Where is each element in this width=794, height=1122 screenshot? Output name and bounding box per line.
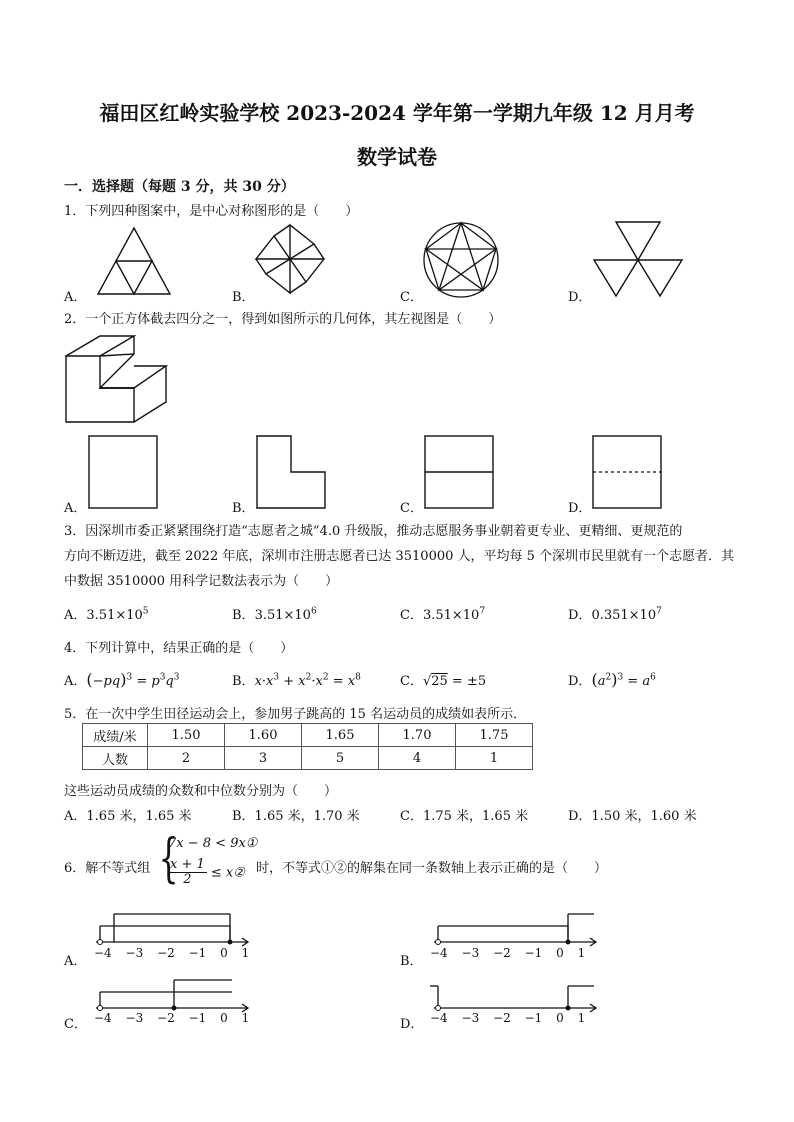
table-cell: 2	[148, 747, 225, 770]
q2-view-d	[592, 435, 662, 509]
q3-option-d: D．$0.351\times 10^7$	[568, 606, 662, 623]
q5-option-c: C．1.75 米，1.65 米	[400, 809, 529, 824]
table-cell: 1	[456, 747, 533, 770]
q5-option-a: A．1.65 米，1.65 米	[64, 809, 192, 824]
q6-ticks-d: −4 −3 −2 −1 0 1	[430, 1011, 586, 1025]
q1-option-b: B．	[232, 290, 255, 305]
q2-stem: 2．一个正方体截去四分之一，得到如图所示的几何体，其左视图是（ ）	[64, 312, 502, 327]
q2-option-b: B．	[232, 501, 255, 516]
table-cell: 1.65	[302, 724, 379, 747]
q4-option-d: D．$(a^2)^3 = a^6$	[568, 670, 656, 689]
q2-solid-figure	[64, 334, 170, 424]
q6-brace: {	[158, 829, 179, 889]
table-cell: 1.50	[148, 724, 225, 747]
q1-option-c: C．	[400, 290, 423, 305]
q6-inequality-1: 7x − 8 < 9x①	[168, 836, 258, 851]
table-cell: 1.75	[456, 724, 533, 747]
table-cell: 4	[379, 747, 456, 770]
table-cell: 人数	[83, 747, 148, 770]
q2-option-c: C．	[400, 501, 423, 516]
page-subtitle: 数学试卷	[357, 145, 437, 169]
q4-option-b: B．$x\cdot x^3 + x^2\cdot x^2 = x^8$	[232, 672, 361, 689]
section-heading: 一．选择题（每题 3 分，共 30 分）	[64, 179, 295, 195]
q1-figure-c	[422, 220, 500, 298]
table-cell: 1.70	[379, 724, 456, 747]
score-table	[82, 723, 533, 770]
table-row	[83, 724, 533, 747]
q2-view-c	[424, 435, 494, 509]
q5-option-b: B．1.65 米，1.70 米	[232, 809, 360, 824]
q3-option-b: B．$3.51\times 10^6$	[232, 606, 317, 623]
page-title: 福田区红岭实验学校 2023-2024 学年第一学期九年级 12 月月考	[99, 101, 695, 125]
q1-option-d: D．	[568, 290, 592, 305]
q6-ticks-a: −4 −3 −2 −1 0 1	[94, 946, 250, 960]
q1-figure-b	[254, 222, 326, 296]
q3-line-2: 方向不断迈进，截至 2022 年底，深圳市注册志愿者已达 3510000 人，平均每 5 个深圳市民里就有一个志愿者．其	[64, 549, 735, 564]
q2-view-a	[88, 435, 158, 509]
table-cell: 3	[225, 747, 302, 770]
q2-option-a: A．	[64, 501, 87, 516]
q6-prefix: 6．解不等式组	[64, 861, 151, 876]
q3-line-1: 3．因深圳市委正紧紧围绕打造“志愿者之城”4.0 升级版，推动志愿服务事业朝着更专业、更精细、更规范的	[64, 524, 683, 539]
q6-inequality-2: $\frac{x + 1}{2}$ ≤ x②	[170, 857, 245, 888]
q4-option-a: A．$(-pq)^3 = p^3q^3$	[64, 670, 180, 689]
q5-question: 这些运动员成绩的众数和中位数分别为（ ）	[64, 784, 338, 799]
q6-suffix: 时，不等式①②的解集在同一条数轴上表示正确的是（ ）	[256, 861, 608, 876]
q3-option-c: C．$3.51\times 10^7$	[400, 606, 486, 623]
q1-figure-a	[96, 226, 172, 296]
q6-ticks-c: −4 −3 −2 −1 0 1	[94, 1011, 250, 1025]
q2-view-b	[256, 435, 326, 509]
q1-option-a: A．	[64, 290, 87, 305]
table-cell: 5	[302, 747, 379, 770]
q3-option-a: A．$3.51\times 10^5$	[64, 606, 149, 623]
q6-ticks-b: −4 −3 −2 −1 0 1	[430, 946, 586, 960]
q6-option-b: B．	[400, 954, 423, 969]
q5-option-d: D．1.50 米，1.60 米	[568, 809, 697, 824]
q6-option-d: D．	[400, 1017, 424, 1032]
table-row	[83, 747, 533, 770]
table-cell: 成绩/米	[83, 724, 148, 747]
q4-stem: 4．下列计算中，结果正确的是（ ）	[64, 641, 294, 656]
q3-line-3: 中数据 3510000 用科学记数法表示为（ ）	[64, 574, 339, 589]
q1-figure-d	[594, 220, 682, 296]
q6-option-c: C．	[64, 1017, 87, 1032]
q6-option-a: A．	[64, 954, 87, 969]
q2-option-d: D．	[568, 501, 592, 516]
table-cell: 1.60	[225, 724, 302, 747]
q5-stem: 5．在一次中学生田径运动会上，参加男子跳高的 15 名运动员的成绩如表所示．	[64, 707, 527, 722]
q4-option-c: C．√25 = ±5	[400, 674, 487, 689]
q1-stem: 1．下列四种图案中，是中心对称图形的是（ ）	[64, 204, 359, 219]
